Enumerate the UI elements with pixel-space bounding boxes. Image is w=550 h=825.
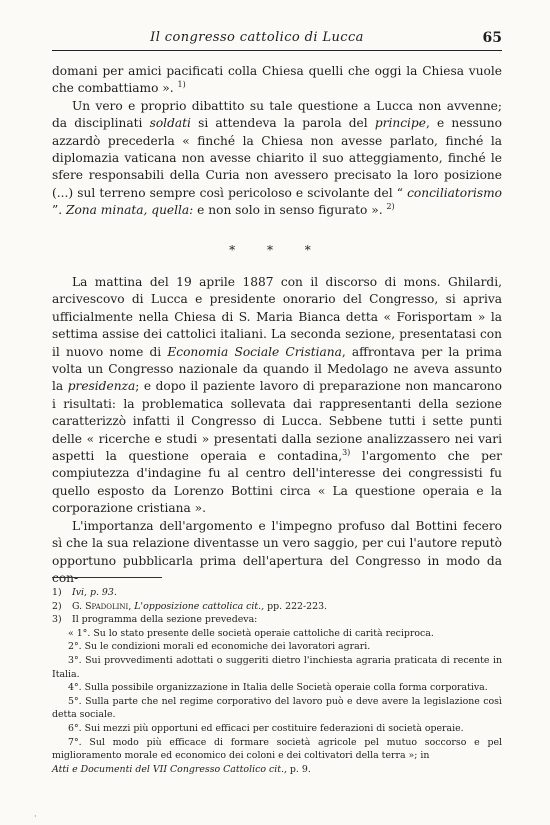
footnote-2: 2) G. Spadolini, L'opposizione cattolica cit., pp. 222-223. xyxy=(52,600,328,612)
footnote-item: 5°. Sulla parte che nel regime corporativo del lavoro può e deve avere la legislazione così detta sociale. xyxy=(52,695,502,721)
text-block-2 xyxy=(52,274,502,587)
footnote-ref-3[interactable]: 3) xyxy=(342,448,351,457)
footnote-item: 6°. Sui mezzi più opportuni ed efficaci per costituire federazioni di società operaie. xyxy=(68,722,464,734)
footnote-ref-1[interactable]: 1) xyxy=(177,80,186,90)
paragraph-bottini: L'importanza dell'argomento e l'impegno profuso dal Bottini fecero sì che la sua relazione diventasse un vero saggio, per cui l'autore reputò opportuno pubblicarla prima dell'apertura del Congresso in modo da xyxy=(52,518,502,568)
footnote-rule xyxy=(52,577,162,578)
paragraph-congress: La mattina del 19 aprile 1887 con il discorso di mons. Ghilardi, arcivescovo di Lucca e presidente onorario del Congresso, si apriva ufficialmente nella Chiesa di S. Maria Bianca detta « Forisportam » la settima assise dei cattolici italiani. La seconda sezione, presentatasi con il nuovo nome di Economia Sociale Cristiana, affrontava per la prima volta un Congresso nazionale da quando il Medolago ne aveva assunto la presidenza; e dopo il paziente lavoro di preparazione non mancarono i risultati: la problematica sollevata dai rappresentanti della sezione caratterizzò infatti il Congresso di Lucca. Sebbene tutti i sette punti delle « ricerche e studi » presentati dalla sezione analizzassero nei vari aspetti la questione operaia e contadina,$^{3)}$ l'argomento che per compiutezza d'indagine fu al centro dell'interesse dei congressisti fu quello esposto da Lorenzo Bottini circa « La questione operaia e la corporazione cristiana ». xyxy=(52,275,502,516)
section-separator: * * * xyxy=(229,243,325,257)
running-title: Il congresso cattolico di Lucca xyxy=(150,30,364,45)
scan-mark: · xyxy=(34,812,37,821)
text-block-1 xyxy=(52,63,502,220)
paragraph-debate: Un vero e proprio dibattito su tale questione a Lucca non avvenne; da disciplinati soldati si attendeva la parola del principe, e nessuno azzardò precederla « finché la Chiesa non avesse parlato, finché la diplomazia vaticana non avesse chiarito il suo atteggiamento, finché le sfere responsabili della Curia non avessero precisato la loro posizione (...) sul terreno sempre così pericoloso e scivolante del “ conciliatorismo ”. Zona minata, quella: e non solo in senso figurato ». $^{2)}$ xyxy=(52,98,502,218)
footnote-item: 2°. Su le condizioni morali ed economiche dei lavoratori agrari. xyxy=(68,641,371,653)
header-rule xyxy=(52,50,502,51)
footnote-item: 4°. Sulla possibile organizzazione in Italia delle Società operaie colla forma corporativa. xyxy=(68,682,488,694)
footnote-ref-2[interactable]: 2) xyxy=(386,202,395,212)
footnote-source: Atti e Documenti del VII Congresso Cattolico cit., p. 9. xyxy=(52,763,311,775)
footnote-item: 3°. Sui provvedimenti adottati o suggeriti dietro l'inchiesta agraria praticata di recente in Italia. xyxy=(52,654,502,680)
footnote-item: 7°. Sul modo più efficace di formare società agricole pel mutuo soccorso e pel miglioramento morale ed economico dei coloni e dei coltivatori della terra »; in xyxy=(52,736,502,762)
footnote-3: 3) Il programma della sezione prevedeva: xyxy=(52,614,258,626)
paragraph-continuation: domani per amici pacificati colla Chiesa quelli che oggi la Chiesa vuole che combattiamo ». $^{1)}$ xyxy=(52,64,502,96)
footnote-item: « 1°. Su lo stato presente delle società operaie cattoliche di carità reciproca. xyxy=(68,627,434,639)
footnotes xyxy=(52,586,502,776)
footnote-1: 1) Ivi, p. 93. xyxy=(52,587,117,598)
page-number: 65 xyxy=(482,30,502,46)
page-header xyxy=(52,30,502,50)
